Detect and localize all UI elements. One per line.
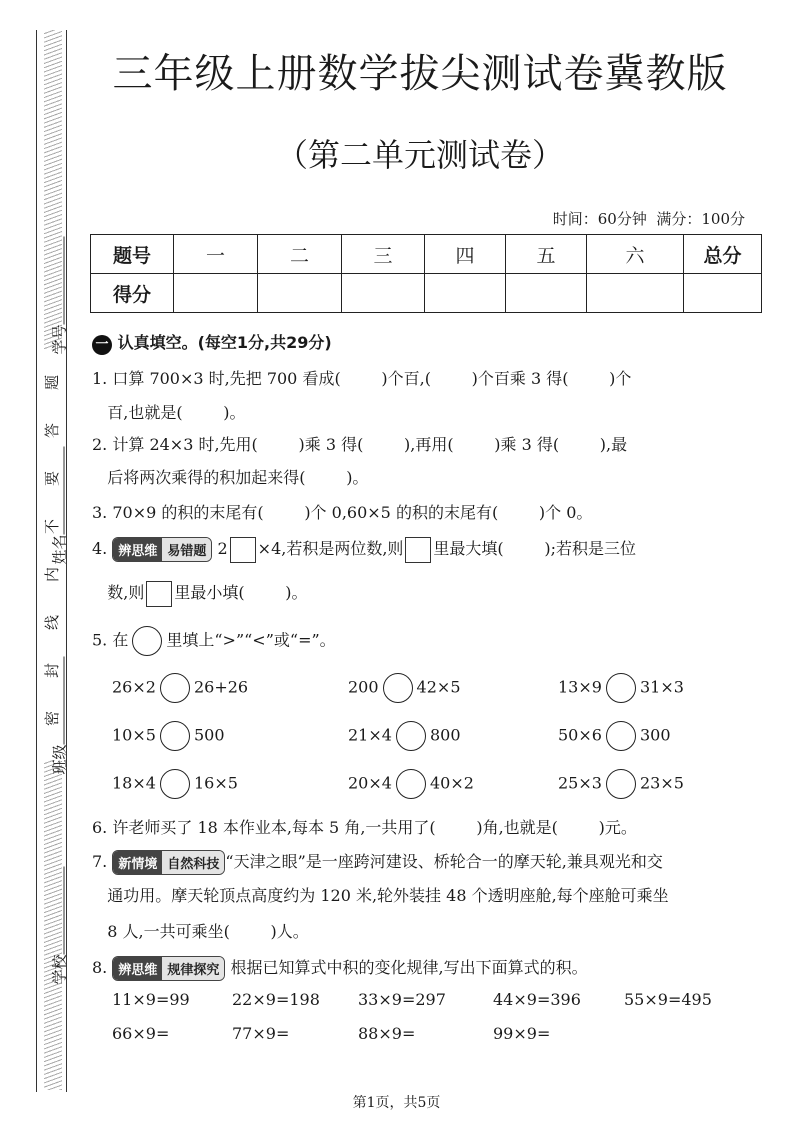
comparison-left: 10×5	[112, 725, 156, 745]
score-cell[interactable]	[684, 274, 762, 313]
comparison-circle[interactable]	[606, 769, 636, 799]
comparison-left: 50×6	[558, 725, 602, 745]
question-4-line: 4. 辨思维 易错题 2 ×4,若积是两位数,则 里最大填( );若积是三位	[92, 536, 636, 563]
comparison-right: 500	[193, 725, 225, 745]
comparison-circle[interactable]	[606, 721, 636, 751]
table-header-cell: 一	[174, 235, 258, 274]
section-marker: 一	[92, 335, 112, 355]
seal-char: 不	[43, 518, 62, 535]
comparison-right: 23×5	[639, 773, 684, 793]
comparison-right: 40×2	[429, 773, 474, 793]
comparison-item	[112, 769, 238, 799]
score-cell[interactable]	[587, 274, 684, 313]
comparison-item	[348, 721, 461, 751]
seal-char: 答	[43, 422, 62, 439]
student-id-field[interactable]: 学号	[49, 236, 70, 354]
comparison-item	[348, 769, 474, 799]
page-subtitle: （第二单元测试卷）	[275, 136, 564, 174]
score-cell[interactable]	[342, 274, 425, 313]
badge: 新情境 自然科技	[112, 850, 225, 875]
known-equation: 44×9=396	[493, 990, 581, 1009]
table-header-cell: 五	[506, 235, 587, 274]
answer-box[interactable]	[230, 537, 256, 563]
class-field[interactable]: 班级	[49, 656, 70, 774]
comparison-right: 31×3	[639, 677, 684, 697]
known-equation: 11×9=99	[112, 990, 190, 1009]
question-4-line: 数,则 里最小填( )。	[92, 580, 308, 607]
question-2-line: 2. 计算 24×3 时,先用( )乘 3 得( ),再用( )乘 3 得( ),最	[92, 435, 628, 454]
badge: 辨思维 规律探究	[112, 956, 225, 981]
comparison-item	[112, 673, 248, 703]
comparison-right: 42×5	[416, 677, 461, 697]
question-7-line: 8 人,一共可乘坐( )人。	[92, 922, 309, 941]
circle-icon	[132, 626, 162, 656]
comparison-left: 13×9	[558, 677, 602, 697]
seal-char: 封	[43, 662, 62, 679]
table-header-cell: 总分	[684, 235, 762, 274]
equation-to-fill[interactable]: 88×9=	[358, 1024, 416, 1043]
badge: 辨思维 易错题	[112, 537, 212, 562]
name-field[interactable]: 姓名	[49, 446, 70, 564]
seal-char: 内	[43, 566, 62, 583]
comparison-circle[interactable]	[160, 769, 190, 799]
comparison-left: 200	[348, 677, 379, 697]
comparison-left: 26×2	[112, 677, 156, 697]
page-footer: 第1页，共5页	[352, 1095, 441, 1111]
comparison-circle[interactable]	[160, 673, 190, 703]
seal-char: 密	[43, 710, 62, 727]
table-header-cell: 题号	[91, 235, 174, 274]
seal-char: 线	[43, 614, 62, 631]
question-8-line: 8. 辨思维 规律探究 根据已知算式中积的变化规律,写出下面算式的积。	[92, 955, 588, 981]
comparison-circle[interactable]	[160, 721, 190, 751]
question-5-instruction: 5. 在 里填上“>”“<”或“=”。	[92, 626, 336, 656]
comparison-right: 300	[639, 725, 671, 745]
comparison-item	[558, 721, 671, 751]
comparison-right: 26+26	[193, 677, 249, 697]
equation-to-fill[interactable]: 66×9=	[112, 1024, 170, 1043]
section-heading: 一 认真填空。(每空1分,共29分)	[92, 330, 332, 355]
comparison-circle[interactable]	[606, 673, 636, 703]
question-1-line: 百,也就是( )。	[92, 403, 246, 422]
equation-to-fill[interactable]: 99×9=	[493, 1024, 551, 1043]
page-title: 三年级上册数学拔尖测试卷冀教版	[112, 51, 728, 97]
score-cell[interactable]	[174, 274, 258, 313]
comparison-left: 20×4	[348, 773, 392, 793]
known-equation: 33×9=297	[358, 990, 446, 1009]
table-header-cell: 六	[587, 235, 684, 274]
table-header-cell: 二	[258, 235, 342, 274]
school-field[interactable]: 学校	[49, 866, 70, 984]
answer-box[interactable]	[405, 537, 431, 563]
score-table	[90, 234, 762, 313]
comparison-circle[interactable]	[383, 673, 413, 703]
answer-box[interactable]	[146, 581, 172, 607]
comparison-item	[348, 673, 461, 703]
question-2-line: 后将两次乘得的积加起来得( )。	[92, 468, 369, 487]
comparison-left: 18×4	[112, 773, 156, 793]
question-7-line: 7. 新情境 自然科技 “天津之眼”是一座跨河建设、桥轮合一的摩天轮,兼具观光和交	[92, 849, 663, 875]
seal-char: 题	[43, 374, 62, 391]
comparison-item	[112, 721, 225, 751]
question-6: 6. 许老师买了 18 本作业本,每本 5 角,一共用了( )角,也就是( )元。	[92, 818, 637, 837]
comparison-item	[558, 769, 684, 799]
question-1-line: 1. 口算 700×3 时,先把 700 看成( )个百,( )个百乘 3 得( )个	[92, 369, 632, 388]
question-7-line: 通功用。摩天轮顶点高度约为 120 米,轮外装挂 48 个透明座舱,每个座舱可乘坐	[92, 886, 669, 905]
table-header-cell: 四	[425, 235, 506, 274]
known-equation: 22×9=198	[232, 990, 320, 1009]
time-info: 时间：60分钟 满分：100分	[552, 210, 745, 228]
binding-line	[36, 30, 37, 1092]
comparison-left: 25×3	[558, 773, 602, 793]
known-equation: 55×9=495	[624, 990, 712, 1009]
score-cell[interactable]	[258, 274, 342, 313]
comparison-left: 21×4	[348, 725, 392, 745]
comparison-right: 16×5	[193, 773, 238, 793]
seal-char: 要	[43, 470, 62, 487]
comparison-item	[558, 673, 684, 703]
question-3: 3. 70×9 的积的末尾有( )个 0,60×5 的积的末尾有( )个 0。	[92, 503, 593, 522]
comparison-right: 800	[429, 725, 461, 745]
score-cell[interactable]	[425, 274, 506, 313]
comparison-circle[interactable]	[396, 769, 426, 799]
equation-to-fill[interactable]: 77×9=	[232, 1024, 290, 1043]
comparison-circle[interactable]	[396, 721, 426, 751]
score-cell[interactable]	[506, 274, 587, 313]
table-row-label: 得分	[91, 274, 174, 313]
table-header-cell: 三	[342, 235, 425, 274]
